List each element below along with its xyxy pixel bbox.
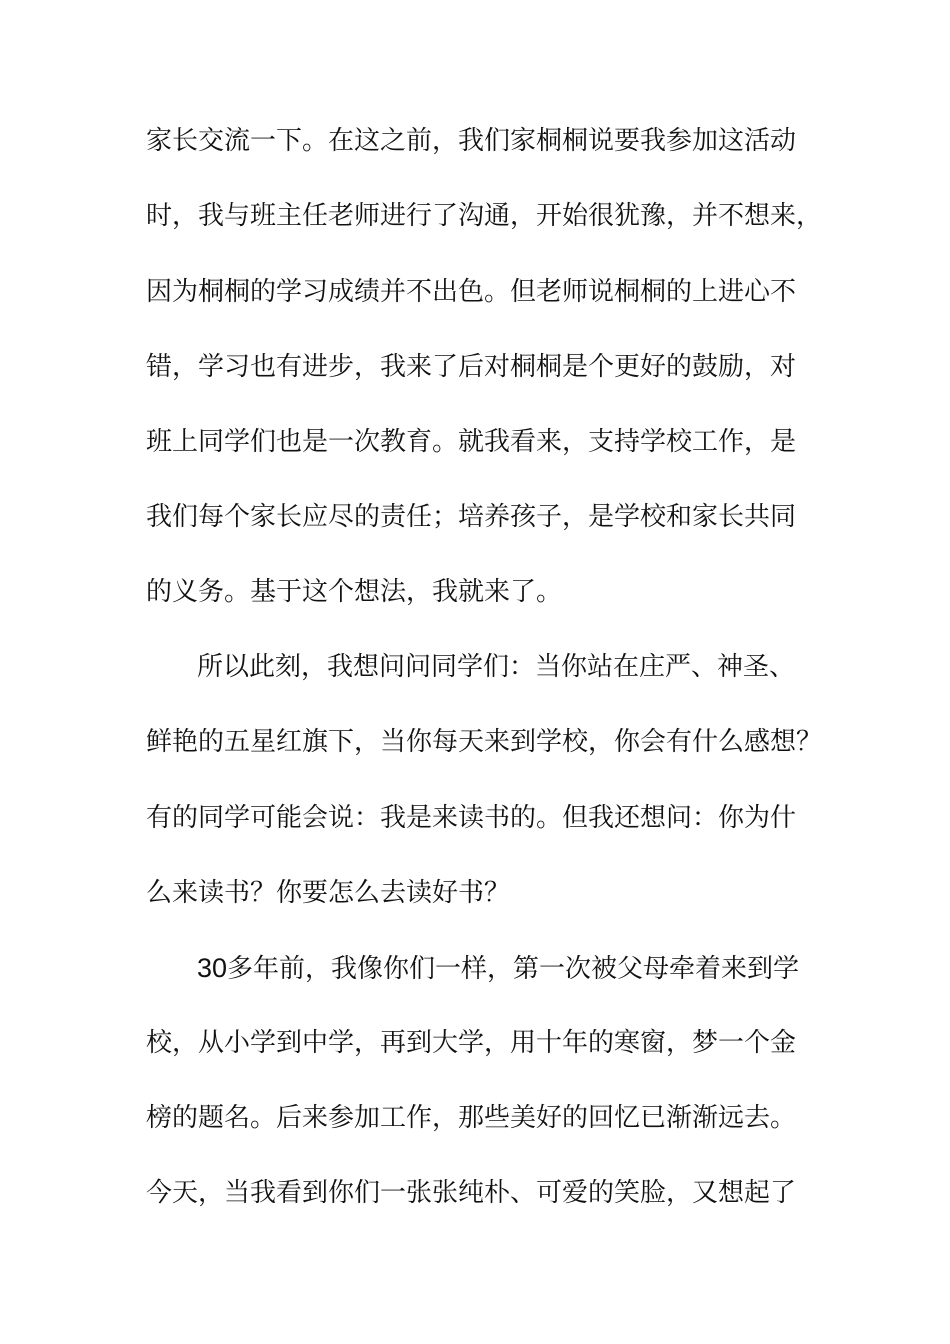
text-line-2: 时，我与班主任老师进行了沟通，开始很犹豫，并不想来， (146, 201, 823, 231)
text-line-9: 鲜艳的五星红旗下，当你每天来到学校，你会有什么感想？ (146, 727, 823, 757)
year-number: 30 (197, 953, 228, 983)
text-line-3: 因为桐桐的学习成绩并不出色。但老师说桐桐的上进心不 (146, 277, 797, 307)
text-line-8: 所以此刻，我想问问同学们：当你站在庄严、神圣、 (197, 652, 796, 682)
text-line-15: 今天，当我看到你们一张张纯朴、可爱的笑脸，又想起了 (146, 1178, 797, 1208)
text-line-11: 么来读书？你要怎么去读好书？ (146, 878, 511, 908)
text-line-12 (197, 955, 799, 982)
text-line-4: 错，学习也有进步，我来了后对桐桐是个更好的鼓励，对 (146, 352, 797, 382)
text-line-12-rest: 多年前，我像你们一样，第一次被父母牵着来到学 (227, 954, 800, 984)
text-line-10: 有的同学可能会说：我是来读书的。但我还想问：你为什 (146, 803, 797, 833)
text-line-14: 榜的题名。后来参加工作，那些美好的回忆已渐渐远去。 (146, 1103, 797, 1133)
text-line-1: 家长交流一下。在这之前，我们家桐桐说要我参加这活动 (146, 126, 797, 156)
text-line-5: 班上同学们也是一次教育。就我看来，支持学校工作，是 (146, 427, 797, 457)
text-line-13: 校，从小学到中学，再到大学，用十年的寒窗，梦一个金 (146, 1028, 797, 1058)
text-line-7: 的义务。基于这个想法，我就来了。 (146, 577, 563, 607)
text-line-6: 我们每个家长应尽的责任；培养孩子，是学校和家长共同 (146, 502, 797, 532)
